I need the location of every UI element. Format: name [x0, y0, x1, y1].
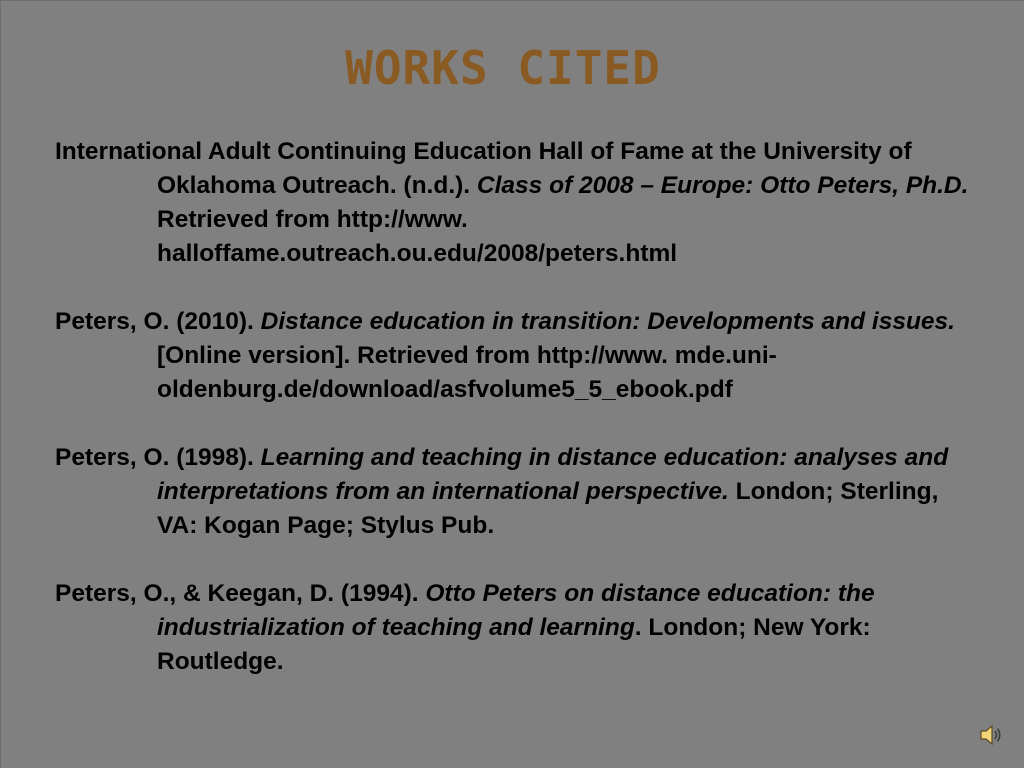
reference-lead: International Adult Continuing Education Hall of Fame at the University of Oklahoma Outreach. (n.d.). — [55, 138, 912, 199]
reference-title: Learning and teaching in distance education: analyses and interpretations from an international perspective. — [157, 444, 949, 505]
reference-lead: Peters, O. (1998). — [55, 444, 254, 471]
reference-item — [55, 305, 985, 407]
reference-title: Class of 2008 – Europe: Otto Peters, Ph.D. — [476, 172, 969, 199]
reference-item — [55, 441, 985, 543]
reference-tail: Retrieved from http://www. halloffame.outreach.ou.edu/2008/peters.html — [157, 206, 678, 267]
reference-lead: Peters, O., & Keegan, D. (1994). — [55, 580, 419, 607]
reference-title: Distance education in transition: Developments and issues. — [260, 308, 955, 335]
page-title: WORKS CITED — [345, 41, 661, 95]
reference-tail: [Online version]. Retrieved from http://www. mde.uni-oldenburg.de/download/asfvolume5_5_ebook.pdf — [157, 342, 777, 403]
reference-item — [55, 135, 985, 271]
reference-tail: . London; New York: Routledge. — [157, 614, 871, 675]
speaker-icon[interactable] — [977, 721, 1005, 749]
reference-item — [55, 577, 985, 679]
reference-lead: Peters, O. (2010). — [55, 308, 254, 335]
references-list — [55, 135, 985, 713]
reference-title: Otto Peters on distance education: the industrialization of teaching and learning — [157, 580, 875, 641]
reference-tail: London; Sterling, VA: Kogan Page; Stylus Pub. — [157, 478, 939, 539]
